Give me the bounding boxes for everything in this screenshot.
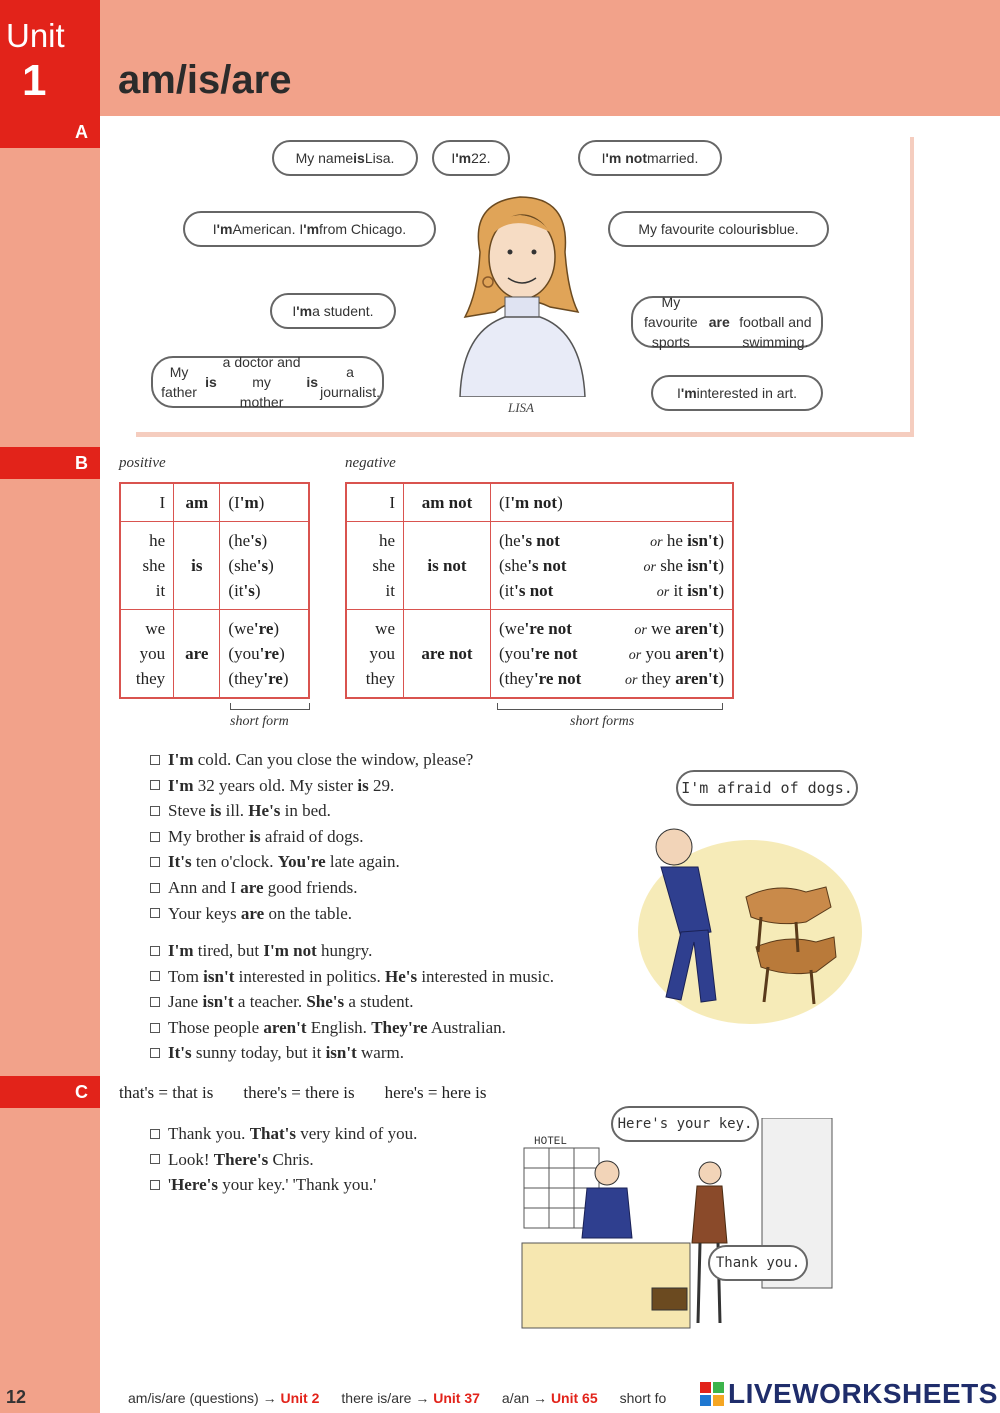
positive-row-3 (120, 610, 309, 699)
c-example-2 (150, 1147, 510, 1173)
checkbox-icon (150, 780, 160, 790)
checkbox-icon (150, 806, 160, 816)
examples-group-1 (150, 747, 620, 926)
unit-word: Unit (6, 17, 65, 54)
verb-cell: is (174, 522, 220, 610)
short-form-cell: (we're not or we aren't) (you're not or you aren't) (they're not or they aren't) (491, 610, 734, 699)
bubble-name: My name is Lisa. (272, 140, 418, 176)
example-text: I'm cold. Can you close the window, please? (168, 750, 474, 769)
checkbox-icon (150, 997, 160, 1007)
bubble-american: I 'm American. I 'm from Chicago. (183, 211, 436, 247)
dog-speech-bubble: I'm afraid of dogs. (676, 770, 858, 806)
footer-ref-1[interactable]: am/is/are (questions) → Unit 2 (128, 1390, 320, 1406)
b2-example-1 (150, 938, 630, 964)
bubble-age: I 'm 22. (432, 140, 510, 176)
pronoun-cell: we you they (120, 610, 174, 699)
short-form-cell: (he's not or he isn't) (she's not or she isn't) (it's not or it isn't) (491, 522, 734, 610)
pronoun-cell: he she it (120, 522, 174, 610)
contraction-equations (119, 1083, 559, 1103)
short-form-brace (230, 703, 310, 710)
examples-section-c (150, 1121, 510, 1198)
b1-example-2 (150, 773, 620, 799)
c-example-3 (150, 1172, 510, 1198)
example-text: Those people aren't English. They're Australian. (168, 1017, 506, 1037)
example-text: Ann and I are good friends. (168, 877, 358, 897)
left-margin-strip (0, 116, 100, 1413)
unit-badge (0, 0, 100, 116)
verb-cell: am not (404, 483, 491, 522)
positive-label: positive (119, 455, 166, 471)
title-band (100, 0, 1000, 116)
checkbox-icon (150, 832, 160, 842)
b1-example-5 (150, 849, 620, 875)
verb-cell: is not (404, 522, 491, 610)
short-forms-brace (497, 703, 723, 710)
lisa-illustration (450, 182, 590, 397)
footer-references (128, 1390, 666, 1406)
example-text: Look! There's Chris. (168, 1149, 314, 1169)
short-form-cell: (I'm) (220, 483, 309, 522)
eq-theres: there's = there is (243, 1083, 355, 1102)
pronoun-cell: we you they (346, 610, 404, 699)
negative-row-3 (346, 610, 733, 699)
pronoun-cell: I (346, 483, 404, 522)
verb-cell: are not (404, 610, 491, 699)
example-text: I'm tired, but I'm not hungry. (168, 941, 373, 960)
negative-row-1 (346, 483, 733, 522)
checkbox-icon (150, 908, 160, 918)
hotel-illustration (512, 1118, 864, 1343)
example-text: It's ten o'clock. You're late again. (168, 852, 400, 872)
example-text: Thank you. That's very kind of you. (168, 1124, 418, 1143)
short-forms-label: short forms (570, 714, 635, 729)
checkbox-icon (150, 946, 160, 956)
checkbox-icon (150, 1129, 160, 1139)
watermark (700, 1378, 998, 1410)
bubble-colour: My favourite colour is blue. (608, 211, 829, 247)
checkbox-icon (150, 971, 160, 981)
bubble-sports: My favourite sports are football and swimming. (631, 296, 823, 348)
bubble-student: I 'm a student. (270, 293, 396, 329)
eq-heres: here's = here is (384, 1083, 487, 1102)
b2-example-5 (150, 1040, 630, 1066)
example-text: I'm 32 years old. My sister is 29. (168, 775, 395, 795)
positive-table (119, 482, 310, 699)
eq-thats: that's = that is (119, 1083, 214, 1102)
dog-illustration (636, 812, 864, 1027)
pronoun-cell: I (120, 483, 174, 522)
b1-example-1 (150, 747, 620, 773)
bubble-heres-your-key: Here's your key. (611, 1106, 759, 1142)
checkbox-icon (150, 1048, 160, 1058)
checkbox-icon (150, 857, 160, 867)
short-form-cell: (we're) (you're) (they're) (220, 610, 309, 699)
b2-example-4 (150, 1015, 630, 1041)
bubble-thank-you: Thank you. (708, 1245, 808, 1281)
positive-row-1 (120, 483, 309, 522)
section-label-b: B (0, 447, 100, 479)
section-label-c: C (0, 1076, 100, 1108)
examples-group-2 (150, 938, 630, 1066)
verb-cell: am (174, 483, 220, 522)
checkbox-icon (150, 1180, 160, 1190)
b1-example-4 (150, 824, 620, 850)
pronoun-cell: he she it (346, 522, 404, 610)
footer-ref-3[interactable]: a/an → Unit 65 (501, 1390, 598, 1406)
short-form-label: short form (230, 714, 289, 729)
footer-ref-4: short fo (619, 1390, 667, 1406)
example-text: It's sunny today, but it isn't warm. (168, 1043, 404, 1063)
negative-table (345, 482, 734, 699)
unit-number: 1 (22, 56, 47, 105)
example-text: My brother is afraid of dogs. (168, 826, 364, 846)
checkbox-icon (150, 1154, 160, 1164)
footer-ref-2[interactable]: there is/are → Unit 37 (341, 1390, 480, 1406)
c-example-1 (150, 1121, 510, 1147)
bubble-not-married: I 'm not married. (578, 140, 722, 176)
checkbox-icon (150, 755, 160, 765)
page-title: am/is/are (118, 58, 292, 102)
b1-example-7 (150, 901, 620, 927)
positive-row-2 (120, 522, 309, 610)
example-text: Steve is ill. He's in bed. (168, 801, 331, 821)
watermark-text: LIVEWORKSHEETS (728, 1378, 998, 1409)
checkbox-icon (150, 883, 160, 893)
example-text: Jane isn't a teacher. She's a student. (168, 992, 414, 1012)
negative-label: negative (345, 455, 396, 471)
verb-cell: are (174, 610, 220, 699)
page-number: 12 (6, 1387, 27, 1407)
example-text: Your keys are on the table. (168, 903, 353, 923)
b2-example-3 (150, 989, 630, 1015)
bubble-art: I 'm interested in art. (651, 375, 823, 411)
short-form-cell: (I'm not) (491, 483, 734, 522)
section-label-a: A (0, 116, 100, 148)
negative-row-2 (346, 522, 733, 610)
hotel-sign: HOTEL (534, 1136, 568, 1148)
lisa-caption: LISA (508, 400, 534, 415)
b1-example-3 (150, 798, 620, 824)
short-form-cell: (he's) (she's) (it's) (220, 522, 309, 610)
example-text: 'Here's your key.' 'Thank you.' (168, 1175, 377, 1195)
bubble-father: My father is a doctor and my mother is a journalist. (151, 356, 384, 408)
checkbox-icon (150, 1023, 160, 1033)
b1-example-6 (150, 875, 620, 901)
liveworksheets-logo-icon (700, 1382, 724, 1406)
example-text: Tom isn't interested in politics. He's interested in music. (168, 966, 554, 986)
b2-example-2 (150, 964, 630, 990)
